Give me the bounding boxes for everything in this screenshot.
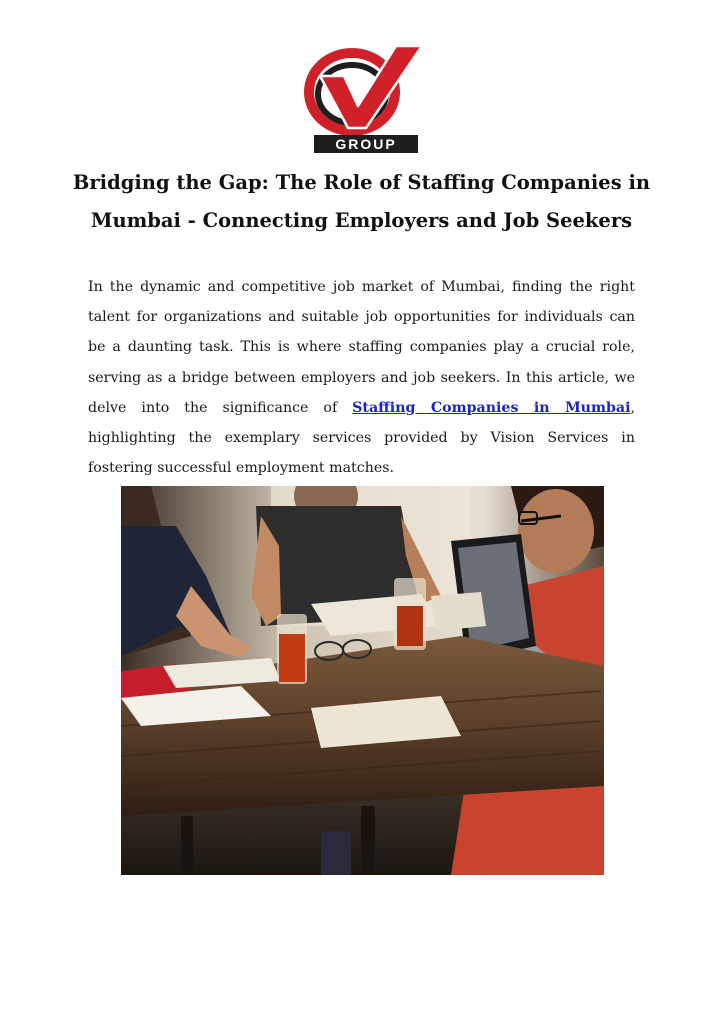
logo-group-text: GROUP: [335, 136, 397, 152]
intro-paragraph: [88, 272, 635, 483]
staffing-companies-link[interactable]: Staffing Companies in Mumbai: [352, 399, 631, 416]
team-meeting-image: [121, 486, 604, 875]
article-title: [40, 164, 683, 240]
team-meeting-photo: [121, 486, 604, 875]
company-logo: [300, 42, 424, 154]
intro-text-before-link: In the dynamic and competitive job market of Mumbai, finding the right talent for organizations and suitable job opportunities for individuals can be a daunting task. This is where staffing companies play a crucial role, serving as a bridge between employers and job seekers. In this article, we delve into the significance of: [88, 279, 635, 416]
vision-logo-icon: [300, 42, 424, 154]
title-line-2: Mumbai - Connecting Employers and Job Seekers: [90, 209, 633, 232]
title-line-1: Bridging the Gap: The Role of Staffing Companies in: [72, 171, 651, 194]
intro-text-after-link: , highlighting the exemplary services provided by Vision Services in fostering successful employment matches.: [88, 399, 635, 477]
